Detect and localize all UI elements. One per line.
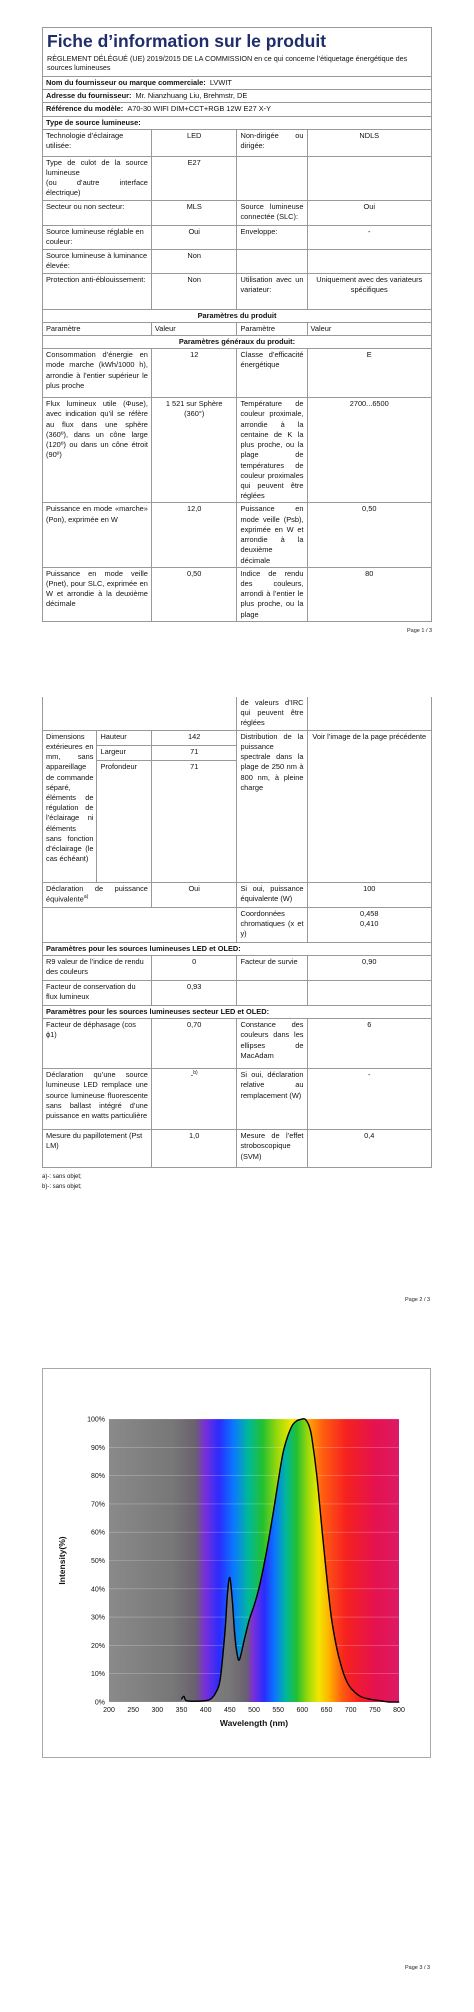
x-tick-label: 300	[151, 1707, 164, 1714]
page-title: Fiche d’information sur le produit	[42, 27, 432, 53]
data-point	[258, 1588, 259, 1589]
replacement-note-ref: b)	[193, 1070, 198, 1077]
r9-value: 0	[151, 955, 237, 980]
dimmer-label: Utilisation avec un variateur:	[237, 273, 307, 309]
cap-value: E27	[151, 156, 237, 200]
data-point	[336, 1645, 337, 1646]
svm-value: 0,4	[307, 1130, 432, 1168]
x-axis-label: Wavelength (nm)	[219, 1718, 289, 1728]
y-tick-label: 90%	[90, 1444, 105, 1452]
envelope-label: Enveloppe:	[237, 225, 307, 249]
glare-label: Protection anti-éblouissement:	[43, 273, 152, 309]
mains-heading: Paramètres pour les sources lumineuses secteur LED et OLED:	[43, 1005, 432, 1018]
power-factor-label: Facteur de déphasage (cos ϕ1)	[43, 1019, 152, 1069]
y-tick-label: 100%	[87, 1416, 105, 1424]
table-row	[43, 1069, 432, 1130]
equiv-power-text: Déclaration de puissance équivalente	[46, 883, 148, 904]
data-point	[205, 1700, 206, 1701]
data-point	[350, 1687, 351, 1688]
cap-label-text: Type de culot de la source lumineuse	[46, 157, 148, 177]
address-label: Adresse du fournisseur:	[46, 91, 132, 101]
col-value-2: Valeur	[307, 322, 432, 335]
power-factor-value: 0,70	[151, 1019, 237, 1069]
table-row	[43, 907, 432, 942]
cct-label: Température de couleur proximale, arrondie à la centaine de K la plus proche, ou la plage de températures de couleur proximales qui peuvent être réglées	[237, 398, 307, 503]
highlum-label: Source lumineuse à luminance élevée:	[43, 249, 152, 273]
col-value-1: Valeur	[151, 322, 237, 335]
equiv-power-note-ref: a)	[83, 893, 89, 900]
cri-value: 80	[307, 567, 432, 621]
x-tick-label: 500	[248, 1707, 260, 1714]
cap-label-note: (ou d’autre interface électrique)	[46, 178, 148, 198]
data-point	[263, 1566, 264, 1567]
data-point	[304, 1419, 305, 1420]
data-point	[244, 1639, 245, 1640]
table-row	[43, 503, 432, 567]
mains-heading-row	[43, 1005, 432, 1018]
table-row	[43, 730, 432, 745]
general-heading: Paramètres généraux du produit:	[43, 336, 432, 349]
data-point	[309, 1427, 310, 1428]
flux-value: 1 521 sur Sphère (360°)	[151, 398, 237, 503]
equiv-power-label	[43, 882, 152, 907]
y-tick-label: 60%	[90, 1529, 105, 1537]
data-point	[389, 1702, 390, 1703]
y-tick-label: 70%	[90, 1501, 105, 1509]
data-point	[273, 1512, 274, 1513]
maintenance-label: Facteur de conservation du flux lumineux	[43, 980, 152, 1005]
chromaticity-y: 0,410	[360, 918, 379, 928]
replacement-value-text: -	[190, 1070, 194, 1080]
x-tick-label: 700	[344, 1707, 357, 1714]
data-point	[331, 1617, 332, 1618]
r9-label: R9 valeur de l’indice de rendu des couleurs	[43, 955, 152, 980]
nondir-value: NDLS	[307, 129, 432, 156]
macadam-label: Constance des couleurs dans les ellipses de MacAdam	[237, 1019, 307, 1069]
led-heading-row	[43, 942, 432, 955]
data-point	[292, 1424, 293, 1425]
y-tick-label: 10%	[90, 1671, 105, 1679]
x-tick-label: 800	[393, 1707, 405, 1714]
flux-label: Flux lumineux utile (Φuse), avec indication qu’il se réfère au flux dans une sphère (360º), dans un cône large (120º) ou dans un cône étroit (90º)	[43, 398, 152, 503]
width-label: Largeur	[97, 745, 151, 760]
maintenance-value: 0,93	[151, 980, 237, 1005]
col-param-2: Paramètre	[237, 322, 307, 335]
equiv-watt-label: Si oui, puissance équivalente (W)	[237, 882, 307, 907]
pon-value: 12,0	[151, 503, 237, 567]
params-heading: Paramètres du produit	[43, 309, 432, 322]
cct-value: 2700...6500	[307, 398, 432, 503]
y-tick-label: 50%	[90, 1558, 105, 1565]
tech-value: LED	[151, 129, 237, 156]
data-point	[215, 1693, 216, 1694]
spd-value: Voir l’image de la page précédente	[307, 730, 432, 882]
data-point	[254, 1605, 255, 1606]
spectrum-chart-frame	[42, 1368, 431, 1758]
data-point	[196, 1701, 197, 1702]
depth-value: 71	[151, 760, 237, 882]
pon-label: Puissance en mode «marche» (Pon), exprimée en W	[43, 503, 152, 567]
equiv-power-value: Oui	[151, 882, 237, 907]
y-tick-label: 30%	[90, 1614, 105, 1622]
equiv-watt-value: 100	[307, 882, 432, 907]
general-heading-row	[43, 336, 432, 349]
data-point	[307, 1421, 308, 1422]
depth-label: Profondeur	[97, 760, 151, 882]
type-heading: Type de source lumineuse:	[43, 116, 432, 129]
x-tick-label: 250	[127, 1707, 140, 1714]
page-1	[42, 27, 432, 622]
chromaticity-value	[307, 907, 432, 942]
address-row	[43, 90, 432, 103]
table-row	[43, 882, 432, 907]
dimmer-value: Uniquement avec des variateurs spécifiques	[307, 273, 432, 309]
mains-value: MLS	[151, 200, 237, 225]
energy-value: 12	[151, 349, 237, 398]
data-point	[326, 1574, 327, 1575]
supplier-row	[43, 76, 432, 89]
pnet-value: 0,50	[151, 567, 237, 621]
footnotes	[42, 1172, 432, 1192]
width-value: 71	[151, 745, 237, 760]
x-tick-label: 650	[320, 1707, 333, 1714]
x-tick-label: 450	[223, 1707, 236, 1714]
colour-value: Oui	[151, 225, 237, 249]
glare-value: Non	[151, 273, 237, 309]
cap-label	[43, 156, 152, 200]
survival-label: Facteur de survie	[237, 955, 307, 980]
table-row	[43, 156, 432, 200]
table-row	[43, 980, 432, 1005]
model-label: Référence du modèle:	[46, 104, 124, 114]
chromaticity-x: 0,458	[360, 908, 379, 918]
dimensions-label: Dimensions extérieures en mm, sans appareillage de commande séparé, éléments de régulation de l’éclairage ni éléments sans fonction d’éclairage (le cas échéant)	[43, 730, 97, 882]
params-heading-row	[43, 309, 432, 322]
nondir-label: Non-dirigée ou dirigée:	[237, 129, 307, 156]
page-2	[42, 697, 432, 1192]
data-point	[183, 1696, 184, 1697]
y-tick-label: 80%	[90, 1473, 105, 1481]
table-row	[43, 1019, 432, 1069]
psb-value: 0,50	[307, 503, 432, 567]
table-row	[43, 273, 432, 309]
table-row	[43, 398, 432, 503]
data-point	[379, 1700, 380, 1701]
data-point	[210, 1699, 211, 1700]
x-tick-label: 600	[296, 1707, 309, 1714]
class-label: Classe d’efficacité énergétique	[237, 349, 307, 398]
data-point	[316, 1475, 317, 1476]
data-point	[321, 1526, 322, 1527]
y-tick-label: 0%	[94, 1699, 105, 1707]
envelope-value: -	[307, 225, 432, 249]
cri-label: Indice de rendu des couleurs, arrondi à l’entier le plus proche, ou la plage	[237, 567, 307, 621]
address-value: Mr. Nianzhuang Liu, Brehmstr, DE	[135, 91, 248, 101]
table-row	[43, 349, 432, 398]
x-tick-label: 400	[199, 1707, 212, 1714]
data-point	[287, 1435, 288, 1436]
led-heading: Paramètres pour les sources lumineuses LED et OLED:	[43, 942, 432, 955]
data-point	[345, 1679, 346, 1680]
replacement-watt-label: Si oui, déclaration relative au remplacement (W)	[237, 1069, 307, 1130]
product-info-table-continued	[42, 697, 432, 1168]
flicker-value: 1,0	[151, 1130, 237, 1168]
page-number-3: Page 3 / 3	[405, 1965, 431, 1971]
data-point	[237, 1653, 238, 1654]
slc-value: Oui	[307, 200, 432, 225]
data-point	[302, 1419, 303, 1420]
type-heading-row	[43, 116, 432, 129]
y-axis-label: Intensity(%)	[57, 1536, 67, 1585]
data-point	[370, 1699, 371, 1700]
x-tick-label: 550	[272, 1707, 285, 1714]
energy-label: Consommation d’énergie en mode marche (kWh/1000 h), arrondie à l’entier supérieur le plus proche	[43, 349, 152, 398]
flicker-label: Mesure du papillotement (Pst LM)	[43, 1130, 152, 1168]
regulation-text: RÈGLEMENT DÉLÉGUÉ (UE) 2019/2015 DE LA COMMISSION en ce qui concerne l’étiquetage énergétique des sources lumineuses	[42, 53, 432, 76]
table-row	[43, 129, 432, 156]
col-param-1: Paramètre	[43, 322, 152, 335]
replacement-label: Déclaration qu’une source lumineuse LED remplace une source lumineuse fluorescente sans ballast intégré d’une puissance en watts particulière	[43, 1069, 152, 1130]
data-point	[181, 1699, 182, 1700]
class-value: E	[307, 349, 432, 398]
data-point	[297, 1420, 298, 1421]
chromaticity-label: Coordonnées chromatiques (x et y)	[237, 907, 307, 942]
data-point	[341, 1665, 342, 1666]
page-number-2: Page 2 / 3	[405, 1297, 431, 1303]
slc-label: Source lumineuse connectée (SLC):	[237, 200, 307, 225]
replacement-value	[151, 1069, 237, 1130]
tech-label: Technologie d’éclairage utilisée:	[43, 129, 152, 156]
page-number-1: Page 1 / 3	[407, 628, 433, 634]
data-point	[278, 1481, 279, 1482]
data-point	[239, 1659, 240, 1660]
table-row	[43, 249, 432, 273]
supplier-value: LVWIT	[209, 77, 232, 87]
model-value: A70-30 WIFI DIM+CCT+RGB 12W E27 X-Y	[127, 104, 272, 114]
table-row	[43, 1130, 432, 1168]
colour-label: Source lumineuse réglable en couleur:	[43, 225, 152, 249]
supplier-label: Nom du fournisseur ou marque commerciale:	[46, 77, 206, 87]
spd-label: Distribution de la puissance spectrale dans la plage de 250 nm à 800 nm, à pleine charge	[237, 730, 307, 882]
x-tick-label: 350	[175, 1707, 188, 1714]
mains-label: Secteur ou non secteur:	[43, 200, 152, 225]
svm-label: Mesure de l’effet stroboscopique (SVM)	[237, 1130, 307, 1168]
data-point	[312, 1438, 313, 1439]
table-row	[43, 225, 432, 249]
table-row	[43, 567, 432, 621]
y-tick-label: 40%	[90, 1586, 105, 1594]
data-point	[225, 1631, 226, 1632]
macadam-value: 6	[307, 1019, 432, 1069]
data-point	[234, 1634, 235, 1635]
footnote-b: b)-: sans objet;	[42, 1184, 82, 1191]
spectrum-chart	[43, 1369, 430, 1757]
footnote-a: a)-: sans objet;	[42, 1174, 82, 1181]
cri-continued: de valeurs d’IRC qui peuvent être réglées	[237, 697, 307, 730]
data-point	[227, 1594, 228, 1595]
psb-label: Puissance en mode veille (Psb), exprimée en W et arrondie à la deuxième décimale	[237, 503, 307, 567]
model-row	[43, 103, 432, 116]
height-value: 142	[151, 730, 237, 745]
data-point	[268, 1540, 269, 1541]
height-label: Hauteur	[97, 730, 151, 745]
y-tick-label: 20%	[90, 1642, 105, 1650]
data-point	[399, 1702, 400, 1703]
replacement-watt-value: -	[307, 1069, 432, 1130]
data-point	[283, 1452, 284, 1453]
data-point	[249, 1619, 250, 1620]
table-row	[43, 697, 432, 730]
product-info-table	[42, 76, 432, 622]
data-point	[220, 1679, 221, 1680]
x-tick-label: 200	[103, 1707, 115, 1714]
x-tick-label: 750	[368, 1707, 381, 1714]
survival-value: 0,90	[307, 955, 432, 980]
highlum-value: Non	[151, 249, 237, 273]
data-point	[229, 1577, 230, 1578]
column-header-row	[43, 322, 432, 335]
data-point	[360, 1696, 361, 1697]
table-row	[43, 955, 432, 980]
data-point	[232, 1600, 233, 1601]
data-point	[186, 1700, 187, 1701]
pnet-label: Puissance en mode veille (Pnet), pour SLC, exprimée en W et arrondie à la deuxième décimale	[43, 567, 152, 621]
table-row	[43, 200, 432, 225]
